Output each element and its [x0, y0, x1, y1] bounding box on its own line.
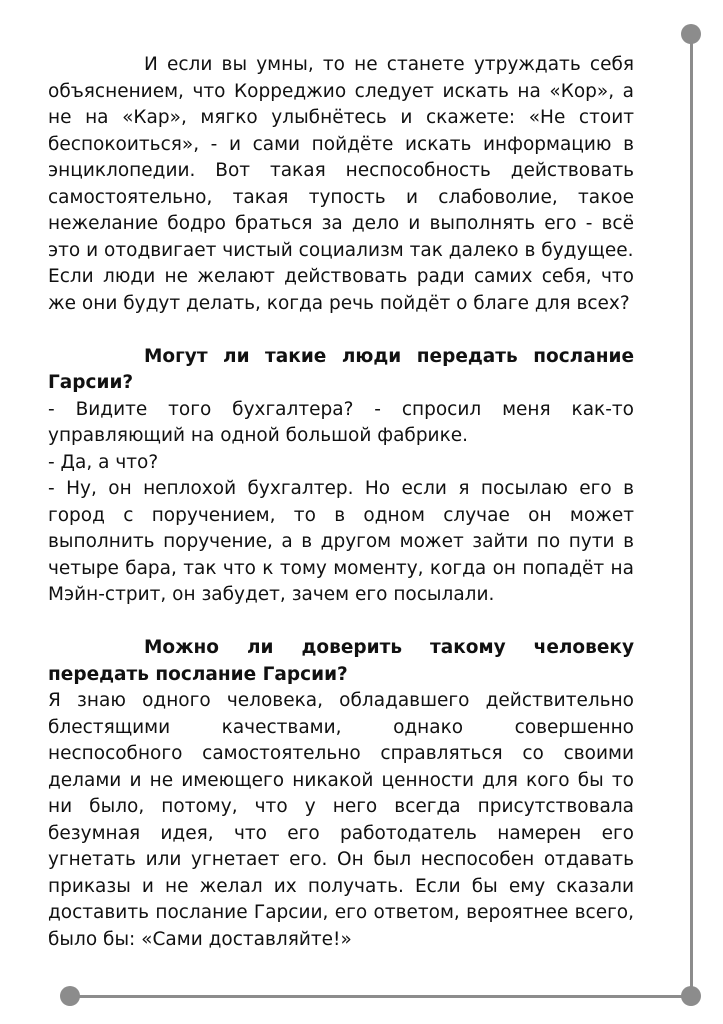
frame-horizontal-line: [69, 995, 692, 998]
frame-vertical-line: [690, 34, 693, 997]
paragraph-question: Если люди не желают действовать ради самих себя, что же они будут делать, когда речь пойдёт о благе для всех?: [48, 266, 634, 314]
frame-dot-bottom-left: [60, 986, 80, 1006]
page-content: [48, 52, 634, 953]
section-heading-2: Можно ли доверить такому человеку передать послание Гарсии?: [48, 637, 634, 685]
paragraph-intro: И если вы умны, то не станете утруждать себя объяснением, что Корреджио следует искать на «Кор», а не на «Кар», мягко улыбнётесь и скажете: «Не стоит беспокоиться», - и сами пойдёте искать информацию в энциклопедии. Вот такая неспособность действовать самостоятельно, такая тупость и слабоволие, такое нежелание бодро браться за дело и выполнять его - всё это и отодвигает чистый социализм так далеко в будущее.: [48, 54, 634, 261]
spacer: [48, 317, 634, 344]
dialogue-line-1: - Видите того бухгалтера? - спросил меня как-то управляющий на одной большой фабрике.: [48, 398, 634, 446]
dialogue-line-3: - Ну, он неплохой бухгалтер. Но если я посылаю его в город с поручением, то в одном случае он может выполнить поручение, а в другом может зайти по пути в четыре бара, так что к тому моменту, когда он попадёт на Мэйн-стрит, он забудет, зачем его посылали.: [48, 478, 634, 605]
frame-dot-top-right: [681, 24, 701, 44]
dialogue-line-2: - Да, а что?: [48, 451, 159, 473]
spacer: [48, 609, 634, 636]
section-heading-1: Могут ли такие люди передать послание Гарсии?: [48, 345, 634, 393]
paragraph-story: Я знаю одного человека, обладавшего действительно блестящими качествами, однако совершенно неспособного самостоятельно справляться со своими делами и не имеющего никакой ценности для кого бы то ни было, потому, что у него всегда присутствовала безумная идея, что его работодатель намерен его угнетать или угнетает его. Он был неспособен отдавать приказы и не желал их получать. Если бы ему сказали доставить послание Гарсии, его ответом, вероятнее всего, было бы: «Сами доставляйте!»: [48, 690, 634, 950]
frame-dot-bottom-right: [681, 986, 701, 1006]
